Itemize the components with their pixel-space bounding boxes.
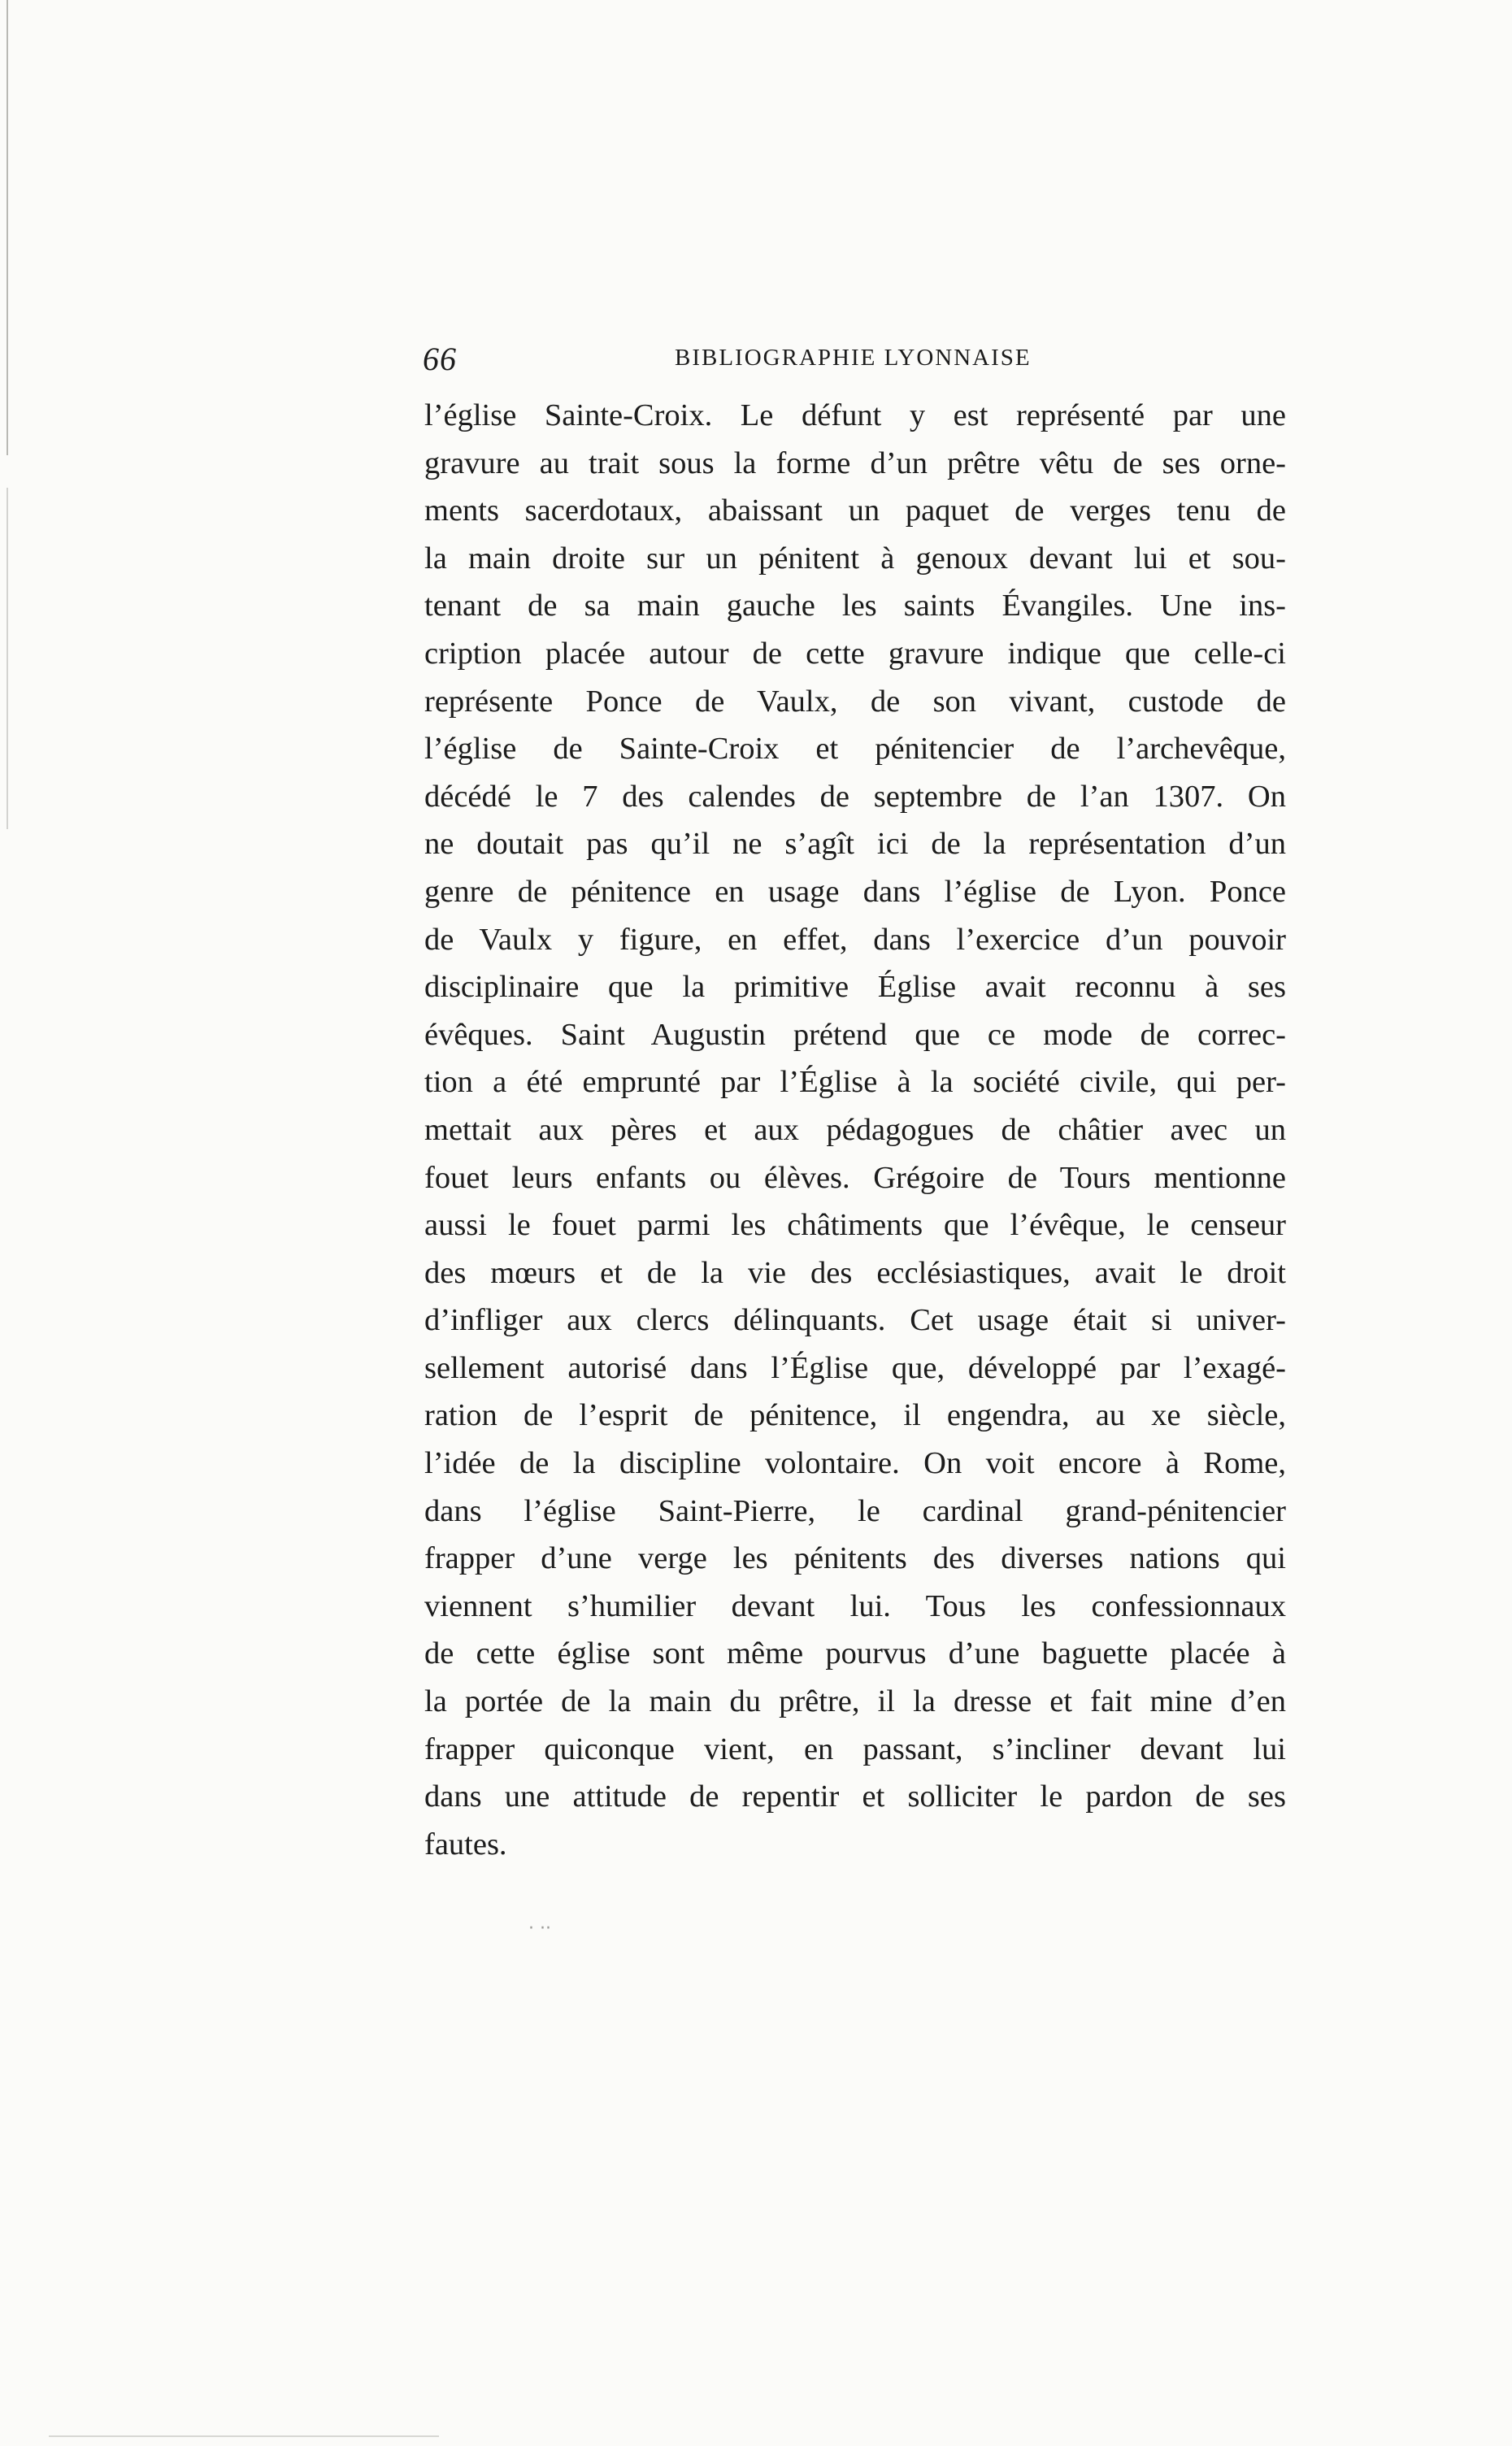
stray-marks: · ·· — [528, 1918, 551, 1939]
text-line: aussi le fouet parmi les châtiments que l’évêque, le censeur — [424, 1208, 1286, 1243]
text-line: mettait aux pères et aux pédagogues de châtier avec un — [424, 1112, 1286, 1147]
text-line: dans une attitude de repentir et solliciter le pardon de ses — [424, 1779, 1286, 1814]
text-line: tion a été emprunté par l’Église à la société civile, qui per- — [424, 1065, 1286, 1100]
text-line: évêques. Saint Augustin prétend que ce mode de correc- — [424, 1017, 1286, 1052]
text-line: l’église de Sainte-Croix et pénitencier de l’archevêque, — [424, 732, 1286, 767]
text-line: frapper quiconque vient, en passant, s’incliner devant lui — [424, 1731, 1286, 1766]
text-line: de cette église sont même pourvus d’une baguette placée à — [424, 1636, 1286, 1671]
text-line: décédé le 7 des calendes de septembre de l’an 1307. On — [424, 779, 1286, 814]
page-header — [423, 340, 1284, 389]
text-line: fouet leurs enfants ou élèves. Grégoire de Tours mentionne — [424, 1160, 1286, 1195]
text-line: ments sacerdotaux, abaissant un paquet de verges tenu de — [424, 493, 1286, 528]
text-line: sellement autorisé dans l’Église que, développé par l’exagé- — [424, 1350, 1286, 1385]
running-title: BIBLIOGRAPHIE LYONNAISE — [675, 345, 1032, 371]
text-line: l’idée de la discipline volontaire. On voit encore à Rome, — [424, 1446, 1286, 1481]
text-line: ne doutait pas qu’il ne s’agît ici de la représentation d’un — [424, 827, 1286, 862]
text-line: ration de l’esprit de pénitence, il engendra, au xe siècle, — [424, 1398, 1286, 1433]
body-paragraph — [424, 392, 1286, 1868]
text-line: d’infliger aux clercs délinquants. Cet usage était si univer- — [424, 1303, 1286, 1338]
text-line: représente Ponce de Vaulx, de son vivant, custode de — [424, 684, 1286, 719]
text-line: l’église Sainte-Croix. Le défunt y est représenté par une — [424, 398, 1286, 432]
text-line: gravure au trait sous la forme d’un prêtre vêtu de ses orne- — [424, 445, 1286, 480]
text-line: genre de pénitence en usage dans l’église de Lyon. Ponce — [424, 874, 1286, 909]
page-number: 66 — [423, 341, 457, 377]
text-line: la main droite sur un pénitent à genoux devant lui et sou- — [424, 541, 1286, 576]
text-line: tenant de sa main gauche les saints Évangiles. Une ins- — [424, 589, 1286, 623]
text-line: cription placée autour de cette gravure indique que celle-ci — [424, 636, 1286, 671]
text-line: la portée de la main du prêtre, il la dresse et fait mine d’en — [424, 1684, 1286, 1719]
text-line: frapper d’une verge les pénitents des diverses nations qui — [424, 1541, 1286, 1576]
text-line: viennent s’humilier devant lui. Tous les confessionnaux — [424, 1588, 1286, 1623]
bottom-edge-mark — [49, 2435, 439, 2437]
text-line: des mœurs et de la vie des ecclésiastiques, avait le droit — [424, 1255, 1286, 1290]
left-edge-mark-lower — [7, 488, 8, 829]
text-line: de Vaulx y figure, en effet, dans l’exercice d’un pouvoir — [424, 922, 1286, 957]
text-line: dans l’église Saint-Pierre, le cardinal grand-pénitencier — [424, 1493, 1286, 1528]
left-edge-mark — [7, 0, 8, 455]
text-line-last: fautes. — [424, 1827, 507, 1862]
text-line: disciplinaire que la primitive Église avait reconnu à ses — [424, 970, 1286, 1005]
